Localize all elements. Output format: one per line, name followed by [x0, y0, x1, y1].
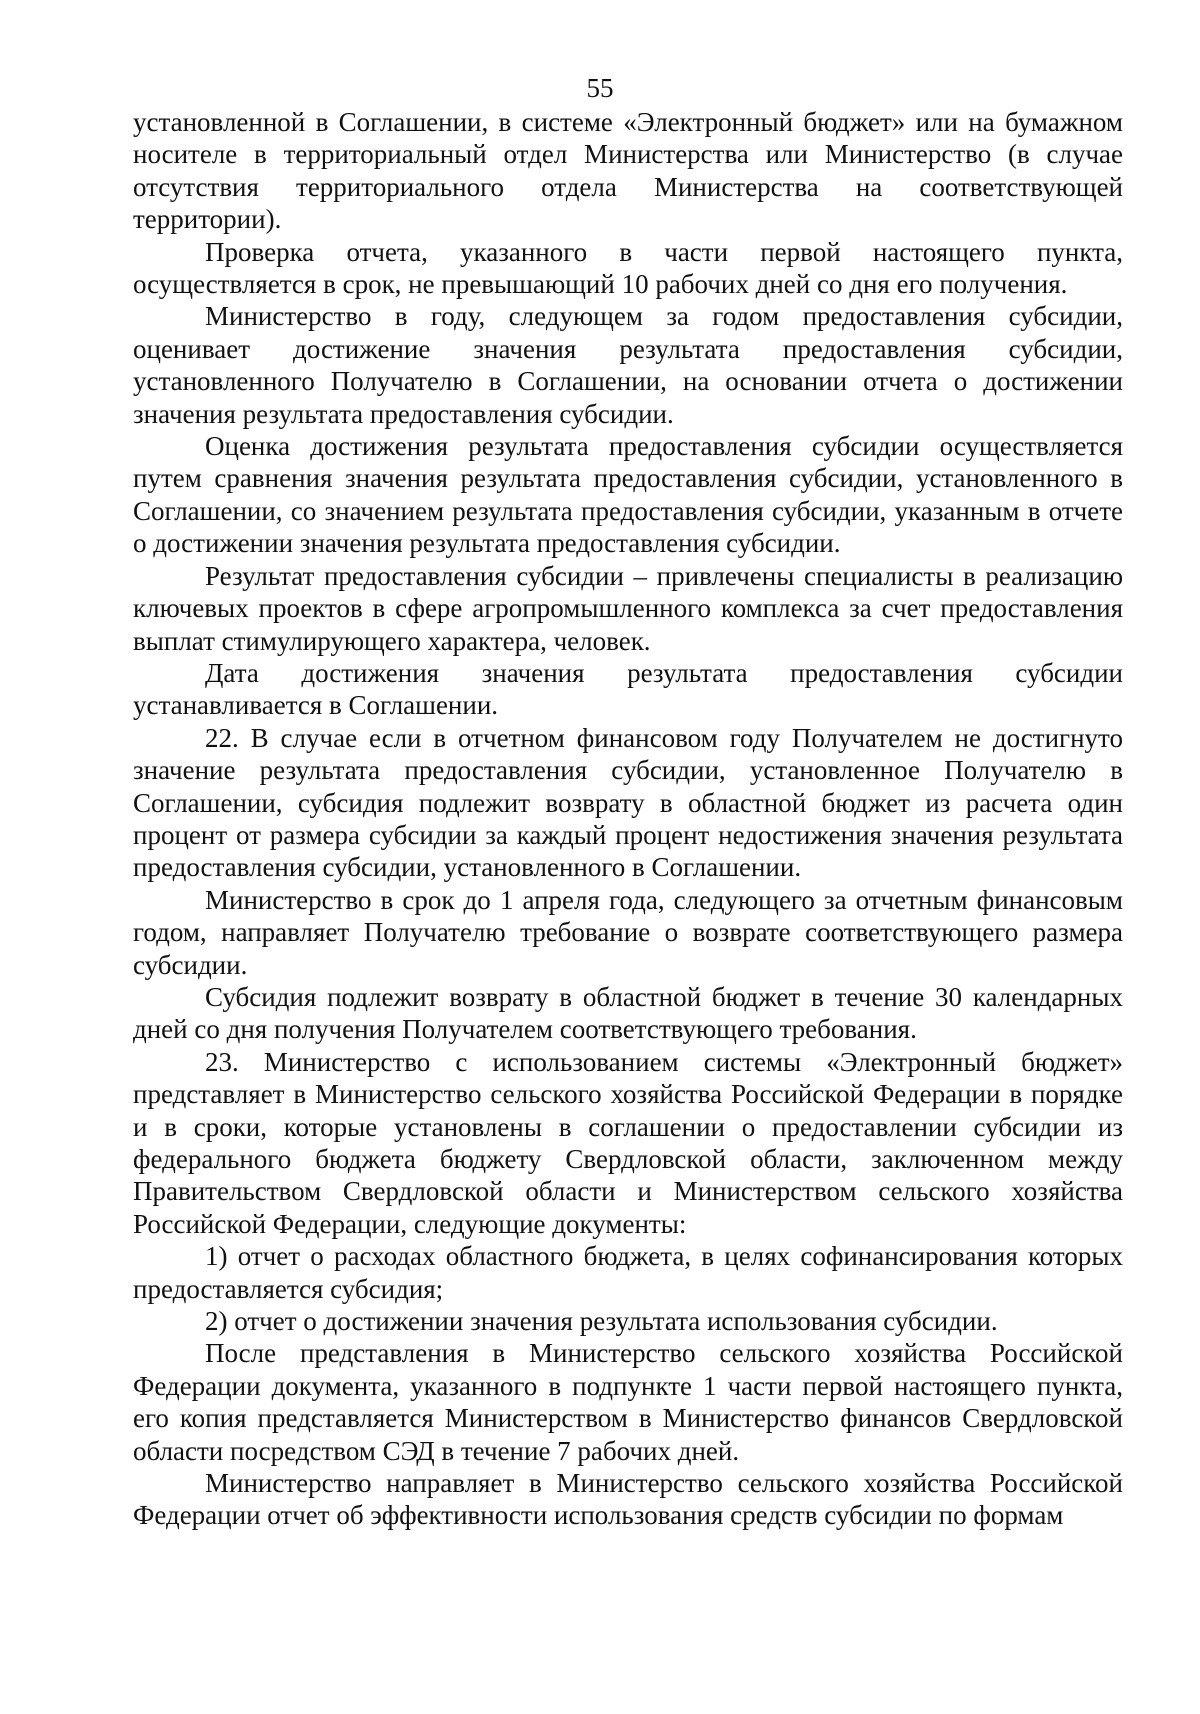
body-paragraph: 2) отчет о достижении значения результата использования субсидии. [205, 1306, 998, 1337]
body-paragraph: Министерство в году, следующем за годом предоставления субсидии, оценивает достижение значения результата предоставления субсидии, установленного Получателю в Соглашении, на основании отчета о достижении значения результата предоставления субсидии. [133, 301, 1123, 429]
body-paragraph: Проверка отчета, указанного в части первой настоящего пункта, осуществляется в срок, не превышающий 10 рабочих дней со дня его получения. [133, 236, 1123, 300]
body-paragraph: Министерство направляет в Министерство сельского хозяйства Российской Федерации отчет об эффективности использования средств субсидии по формам [133, 1468, 1123, 1531]
page-number: 55 [586, 73, 614, 103]
body-paragraph: Оценка достижения результата предоставления субсидии осуществляется путем сравнения значения результата предоставления субсидии, установленного в Соглашении, со значением результата предоставления субсидии, указанным в отчете о достижении значения результата предоставления субсидии. [133, 431, 1123, 559]
document-body [133, 106, 1123, 1532]
body-paragraph: 1) отчет о расходах областного бюджета, в целях софинансирования которых предоставляется субсидия; [133, 1241, 1123, 1304]
body-paragraph: установленной в Соглашении, в системе «Электронный бюджет» или на бумажном носителе в территориальный отдел Министерства или Министерство (в случае отсутствия территориального отдела Министерства на соответствующей территории). [133, 107, 1123, 235]
body-paragraph: Результат предоставления субсидии – привлечены специалисты в реализацию ключевых проектов в сфере агропромышленного комплекса за счет предоставления выплат стимулирующего характера, человек. [133, 560, 1123, 656]
body-paragraph: После представления в Министерство сельского хозяйства Российской Федерации документа, указанного в подпункте 1 части первой настоящего пункта, его копия представляется Министерством в Министерство финансов Свердловской области посредством СЭД в течение 7 рабочих дней. [133, 1338, 1123, 1466]
body-paragraph: Субсидия подлежит возврату в областной бюджет в течение 30 календарных дней со дня получения Получателем соответствующего требования. [133, 981, 1123, 1045]
body-paragraph: Министерство в срок до 1 апреля года, следующего за отчетным финансовым годом, направляет Получателю требование о возврате соответствующего размера субсидии. [133, 884, 1123, 980]
body-paragraph: 22. В случае если в отчетном финансовом году Получателем не достигнуто значение результата предоставления субсидии, установленное Получателю в Соглашении, субсидия подлежит возврату в областной бюджет из расчета один процент от размера субсидии за каждый процент недостижения значения результата предоставления субсидии, установленного в Соглашении. [133, 722, 1123, 883]
body-paragraph: Дата достижения значения результата предоставления субсидии устанавливается в Соглашении. [133, 657, 1123, 721]
body-paragraph: 23. Министерство с использованием системы «Электронный бюджет» представляет в Министерство сельского хозяйства Российской Федерации в порядке и в сроки, которые установлены в соглашении о предоставлении субсидии из федерального бюджета бюджету Свердловской области, заключенном между Правительством Свердловской области и Министерством сельского хозяйства Российской Федерации, следующие документы: [133, 1046, 1123, 1239]
